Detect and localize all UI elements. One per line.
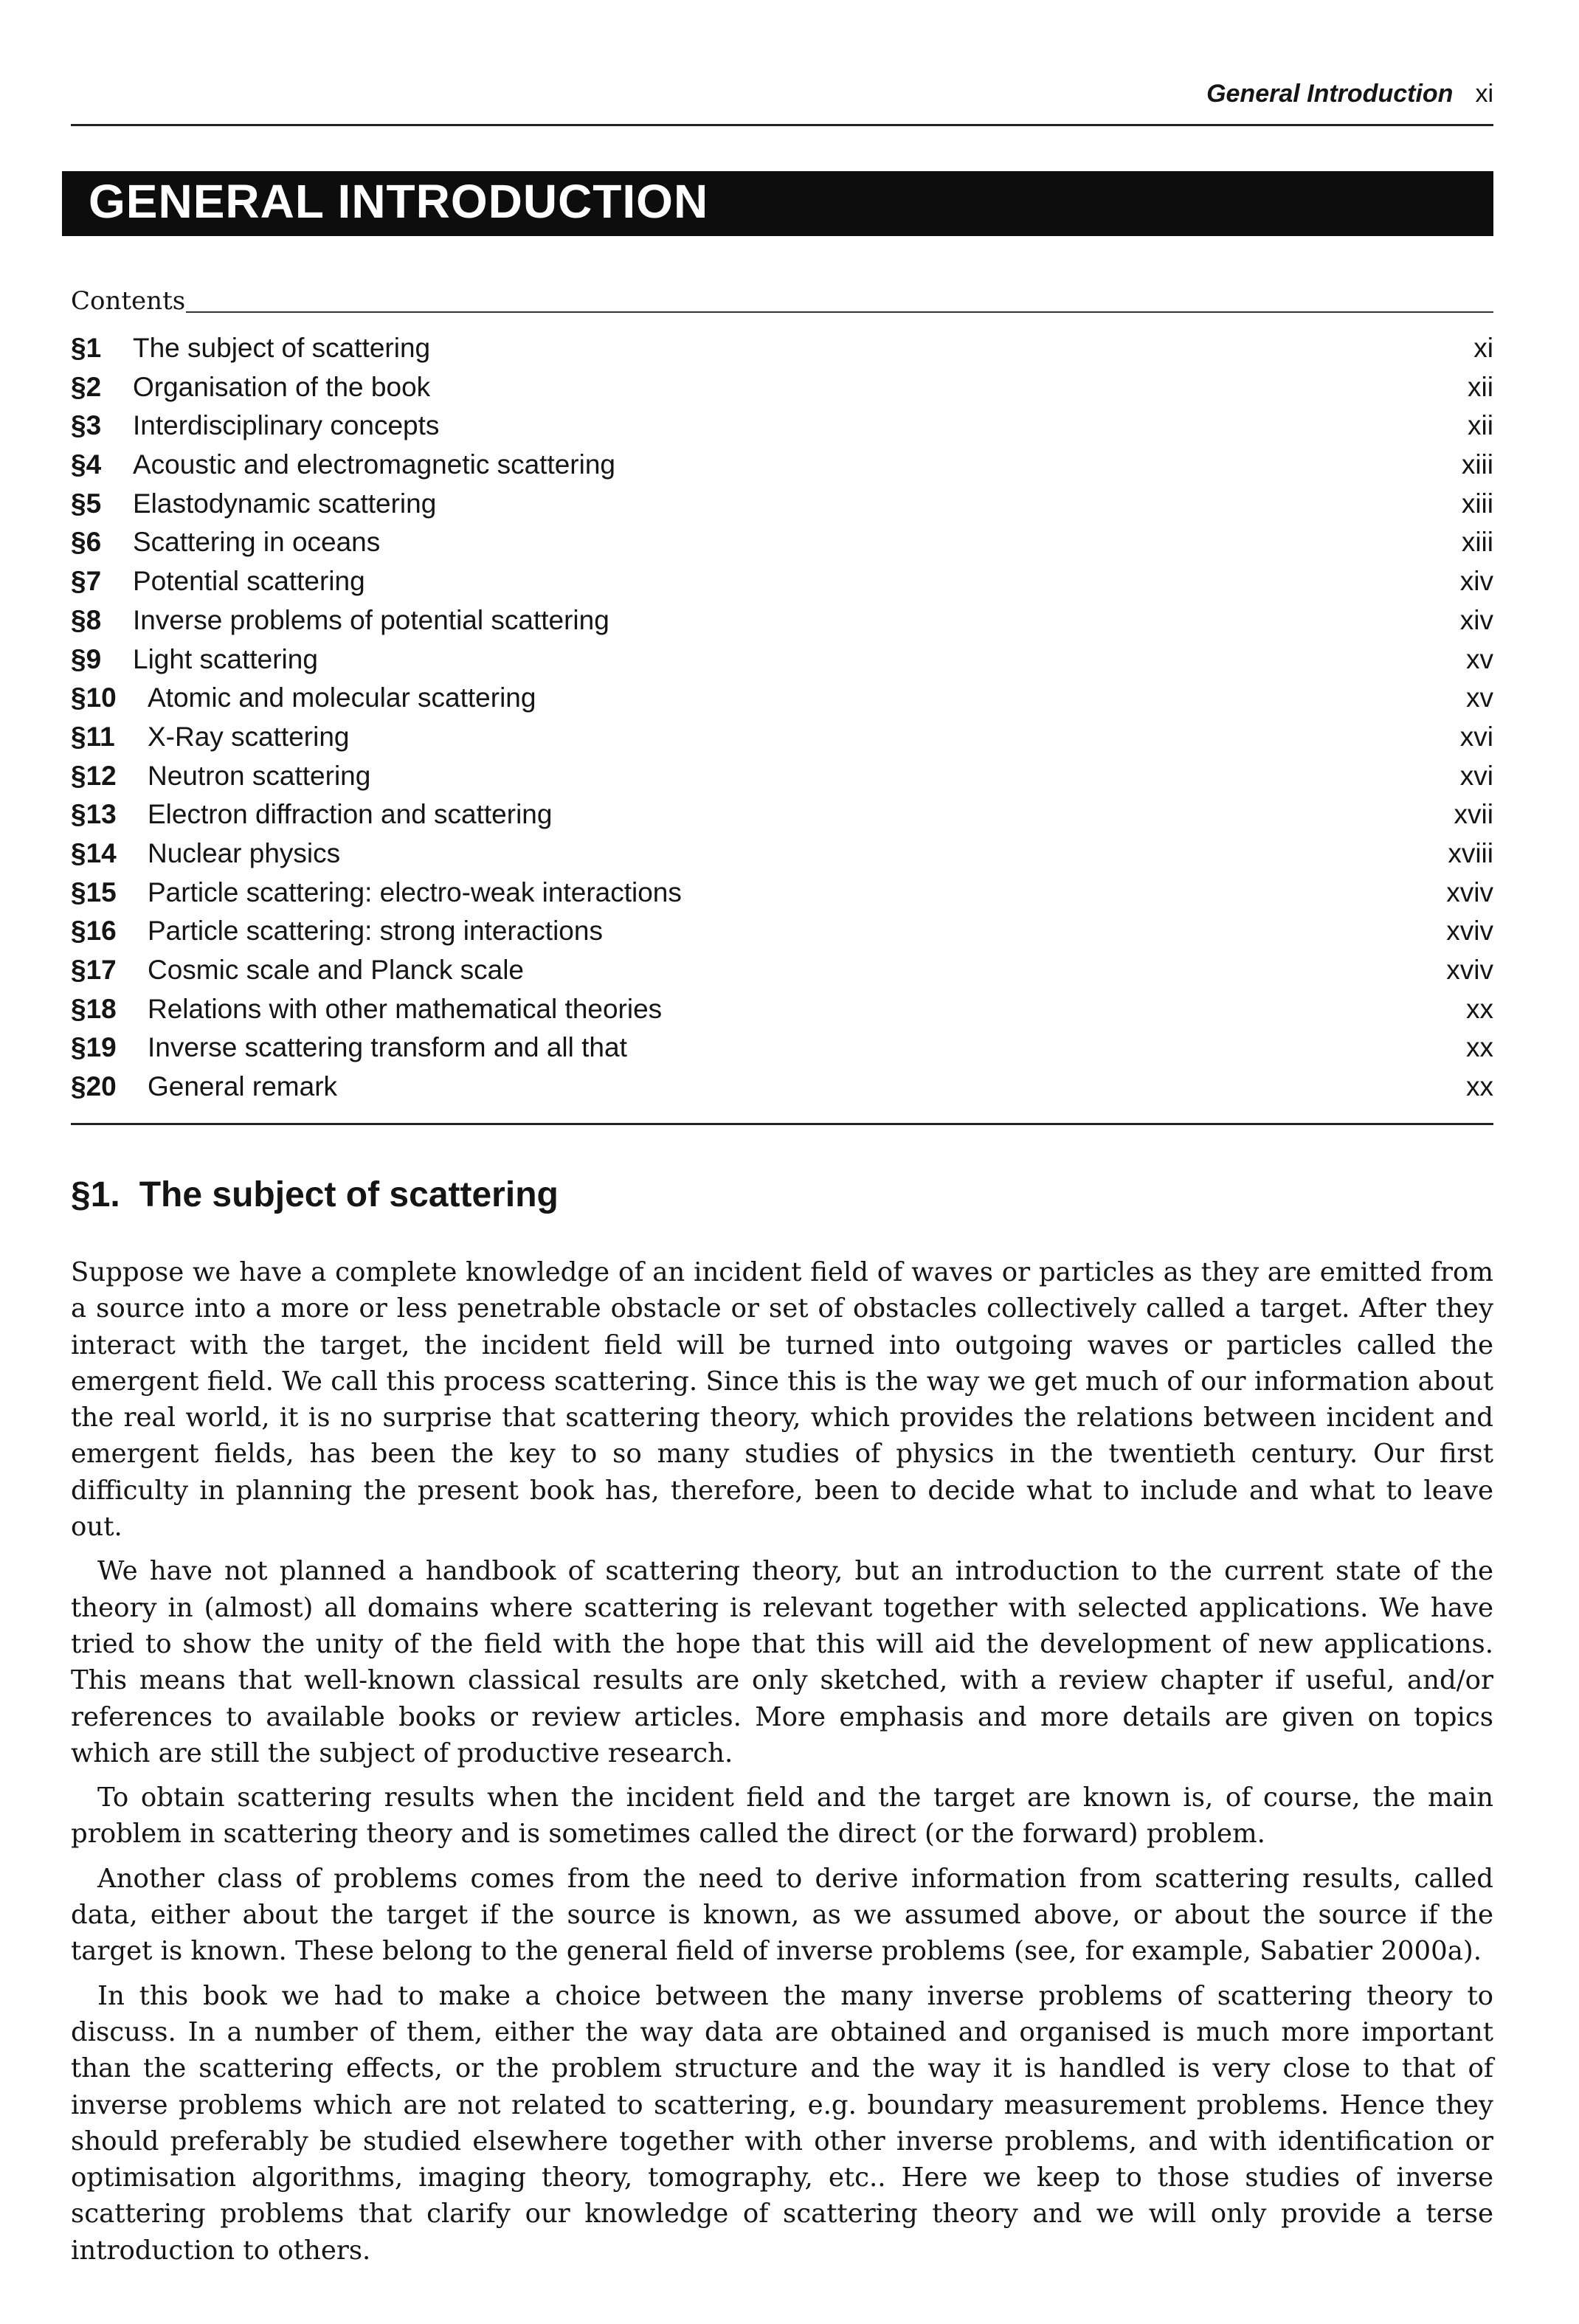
- page-number: xi: [1475, 80, 1493, 108]
- toc-page-number: xviv: [1446, 955, 1493, 985]
- toc-section-title: Particle scattering: electro-weak interactions: [148, 876, 682, 907]
- toc-section-number: §12: [71, 760, 117, 791]
- toc-section-title: Light scattering: [133, 643, 318, 674]
- toc-section-number: §1: [71, 333, 102, 363]
- toc-section-title: Potential scattering: [133, 566, 365, 597]
- toc-section-number: §20: [71, 1071, 117, 1102]
- toc-entry: [71, 485, 1493, 524]
- body-paragraph: In this book we had to make a choice between the many inverse problems of scattering theory to discuss. In a number of them, either the way data are obtained and organised is much more important than the scattering effects, or the problem structure and the way it is handled is very close to that of inverse problems which are not related to scattering, e.g. boundary measurement problems. Hence they should preferably be studied elsewhere together with other inverse problems, and with identification or optimisation algorithms, imaging theory, tomography, etc.. Here we keep to those studies of inverse scattering problems that clarify our knowledge of scattering theory and we will only provide a terse introduction to others.: [71, 1980, 1493, 2266]
- toc-page-number: xi: [1473, 333, 1493, 363]
- body-paragraph: We have not planned a handbook of scattering theory, but an introduction to the current state of the theory in (almost) all domains where scattering is relevant together with selected applications. We have tried to show the unity of the field with the hope that this will aid the development of new applications. This means that well-known classical results are only sketched, with a review chapter if useful, and/or references to available books or review articles. More emphasis and more details are given on topics which are still the subject of productive research.: [71, 1556, 1493, 1768]
- toc-section-number: §3: [71, 410, 102, 441]
- section-title: The subject of scattering: [139, 1175, 559, 1214]
- toc-entry: [71, 1028, 1493, 1068]
- toc-page-number: xiii: [1461, 449, 1493, 480]
- toc-entry: [71, 834, 1493, 874]
- toc-section-number: §14: [71, 837, 117, 868]
- toc-section-title: Scattering in oceans: [133, 527, 381, 558]
- toc-section-number: §4: [71, 449, 102, 480]
- toc-page-number: xiv: [1459, 604, 1493, 635]
- toc-section-title: Atomic and molecular scattering: [148, 682, 536, 713]
- toc-section-number: §16: [71, 916, 117, 947]
- toc-entry: [71, 990, 1493, 1029]
- toc-section-number: §6: [71, 527, 102, 558]
- body-paragraph: Suppose we have a complete knowledge of an incident field of waves or particles as they are emitted from a source into a more or less penetrable obstacle or set of obstacles collectively called a target. After they interact with the target, the incident field will be turned into outgoing waves or particles called the emergent field. We call this process scattering. Since this is the way we get much of our information about the real world, it is no surprise that scattering theory, which provides the relations between incident and emergent fields, has been the key to so many studies of physics in the twentieth century. Our first difficulty in planning the present book has, therefore, been to decide what to include and what to leave out.: [71, 1257, 1493, 1543]
- toc-entry: [71, 446, 1493, 485]
- toc-section-title: Organisation of the book: [133, 371, 431, 402]
- toc-entry: [71, 601, 1493, 640]
- toc-section-title: Inverse problems of potential scattering: [133, 604, 609, 635]
- toc-entry: [71, 757, 1493, 796]
- toc-page-number: xx: [1466, 993, 1493, 1024]
- toc-section-number: §15: [71, 876, 117, 907]
- toc-section-title: Particle scattering: strong interactions: [148, 916, 603, 947]
- toc-section-number: §7: [71, 566, 102, 597]
- toc-section-title: The subject of scattering: [133, 333, 431, 363]
- toc-section-number: §9: [71, 643, 102, 674]
- toc-section-number: §17: [71, 955, 117, 985]
- toc-page-number: xx: [1466, 1071, 1493, 1102]
- toc-section-number: §8: [71, 604, 102, 635]
- section-number: §1.: [71, 1175, 120, 1214]
- toc-page-number: xviv: [1446, 876, 1493, 907]
- toc-section-number: §18: [71, 993, 117, 1024]
- chapter-banner: [62, 171, 1493, 236]
- section-body: [71, 1254, 1493, 2277]
- body-paragraph: Another class of problems comes from the need to derive information from scattering results, called data, either about the target if the source is known, as we assumed above, or about the source if the target is known. These belong to the general field of inverse problems (see, for example, Sabatier 2000a).: [71, 1863, 1493, 1967]
- toc-section-number: §13: [71, 799, 117, 830]
- contents-rule: [186, 311, 1493, 313]
- toc-section-title: Relations with other mathematical theories: [148, 993, 663, 1024]
- table-of-contents: [71, 329, 1493, 1107]
- toc-section-number: §2: [71, 371, 102, 402]
- toc-page-number: xv: [1466, 682, 1493, 713]
- toc-section-title: Elastodynamic scattering: [133, 488, 437, 519]
- toc-section-title: Interdisciplinary concepts: [133, 410, 440, 441]
- toc-page-number: xii: [1468, 410, 1493, 441]
- toc-section-number: §11: [71, 721, 115, 752]
- toc-entry: [71, 874, 1493, 913]
- toc-section-title: Cosmic scale and Planck scale: [148, 955, 524, 985]
- toc-section-title: Electron diffraction and scattering: [148, 799, 553, 830]
- toc-entry: [71, 640, 1493, 679]
- toc-page-number: xvii: [1454, 799, 1493, 830]
- toc-section-title: Nuclear physics: [148, 837, 341, 868]
- toc-section-number: §10: [71, 682, 117, 713]
- toc-section-title: Acoustic and electromagnetic scattering: [133, 449, 616, 480]
- toc-entry: [71, 523, 1493, 562]
- toc-page-number: xiii: [1461, 527, 1493, 558]
- toc-section-title: X-Ray scattering: [148, 721, 350, 752]
- toc-entry: [71, 718, 1493, 757]
- toc-entry: [71, 951, 1493, 990]
- toc-page-number: xx: [1466, 1032, 1493, 1063]
- toc-entry: [71, 1068, 1493, 1107]
- toc-entry: [71, 562, 1493, 601]
- toc-page-number: xvi: [1459, 760, 1493, 791]
- contents-bottom-rule: [71, 1123, 1493, 1125]
- toc-entry: [71, 329, 1493, 368]
- toc-page-number: xvi: [1459, 721, 1493, 752]
- toc-entry: [71, 368, 1493, 407]
- toc-page-number: xiv: [1459, 566, 1493, 597]
- toc-section-number: §5: [71, 488, 102, 519]
- toc-section-number: §19: [71, 1032, 117, 1063]
- running-head-title: General Introduction: [1206, 80, 1454, 108]
- body-paragraph: To obtain scattering results when the incident field and the target are known is, of course, the main problem in scattering theory and is sometimes called the direct (or the forward) problem.: [71, 1782, 1493, 1850]
- contents-label: Contents: [71, 286, 186, 316]
- toc-page-number: xii: [1468, 371, 1493, 402]
- toc-entry: [71, 679, 1493, 718]
- toc-page-number: xviii: [1448, 837, 1493, 868]
- toc-section-title: Neutron scattering: [148, 760, 371, 791]
- toc-entry: [71, 795, 1493, 834]
- chapter-title: GENERAL INTRODUCTION: [89, 175, 709, 228]
- toc-page-number: xviv: [1446, 916, 1493, 947]
- section-heading: [71, 1175, 559, 1215]
- toc-entry: [71, 407, 1493, 446]
- toc-page-number: xiii: [1461, 488, 1493, 519]
- toc-section-title: General remark: [148, 1071, 338, 1102]
- toc-page-number: xv: [1466, 643, 1493, 674]
- running-head: [71, 80, 1493, 126]
- toc-entry: [71, 912, 1493, 951]
- toc-section-title: Inverse scattering transform and all that: [148, 1032, 627, 1063]
